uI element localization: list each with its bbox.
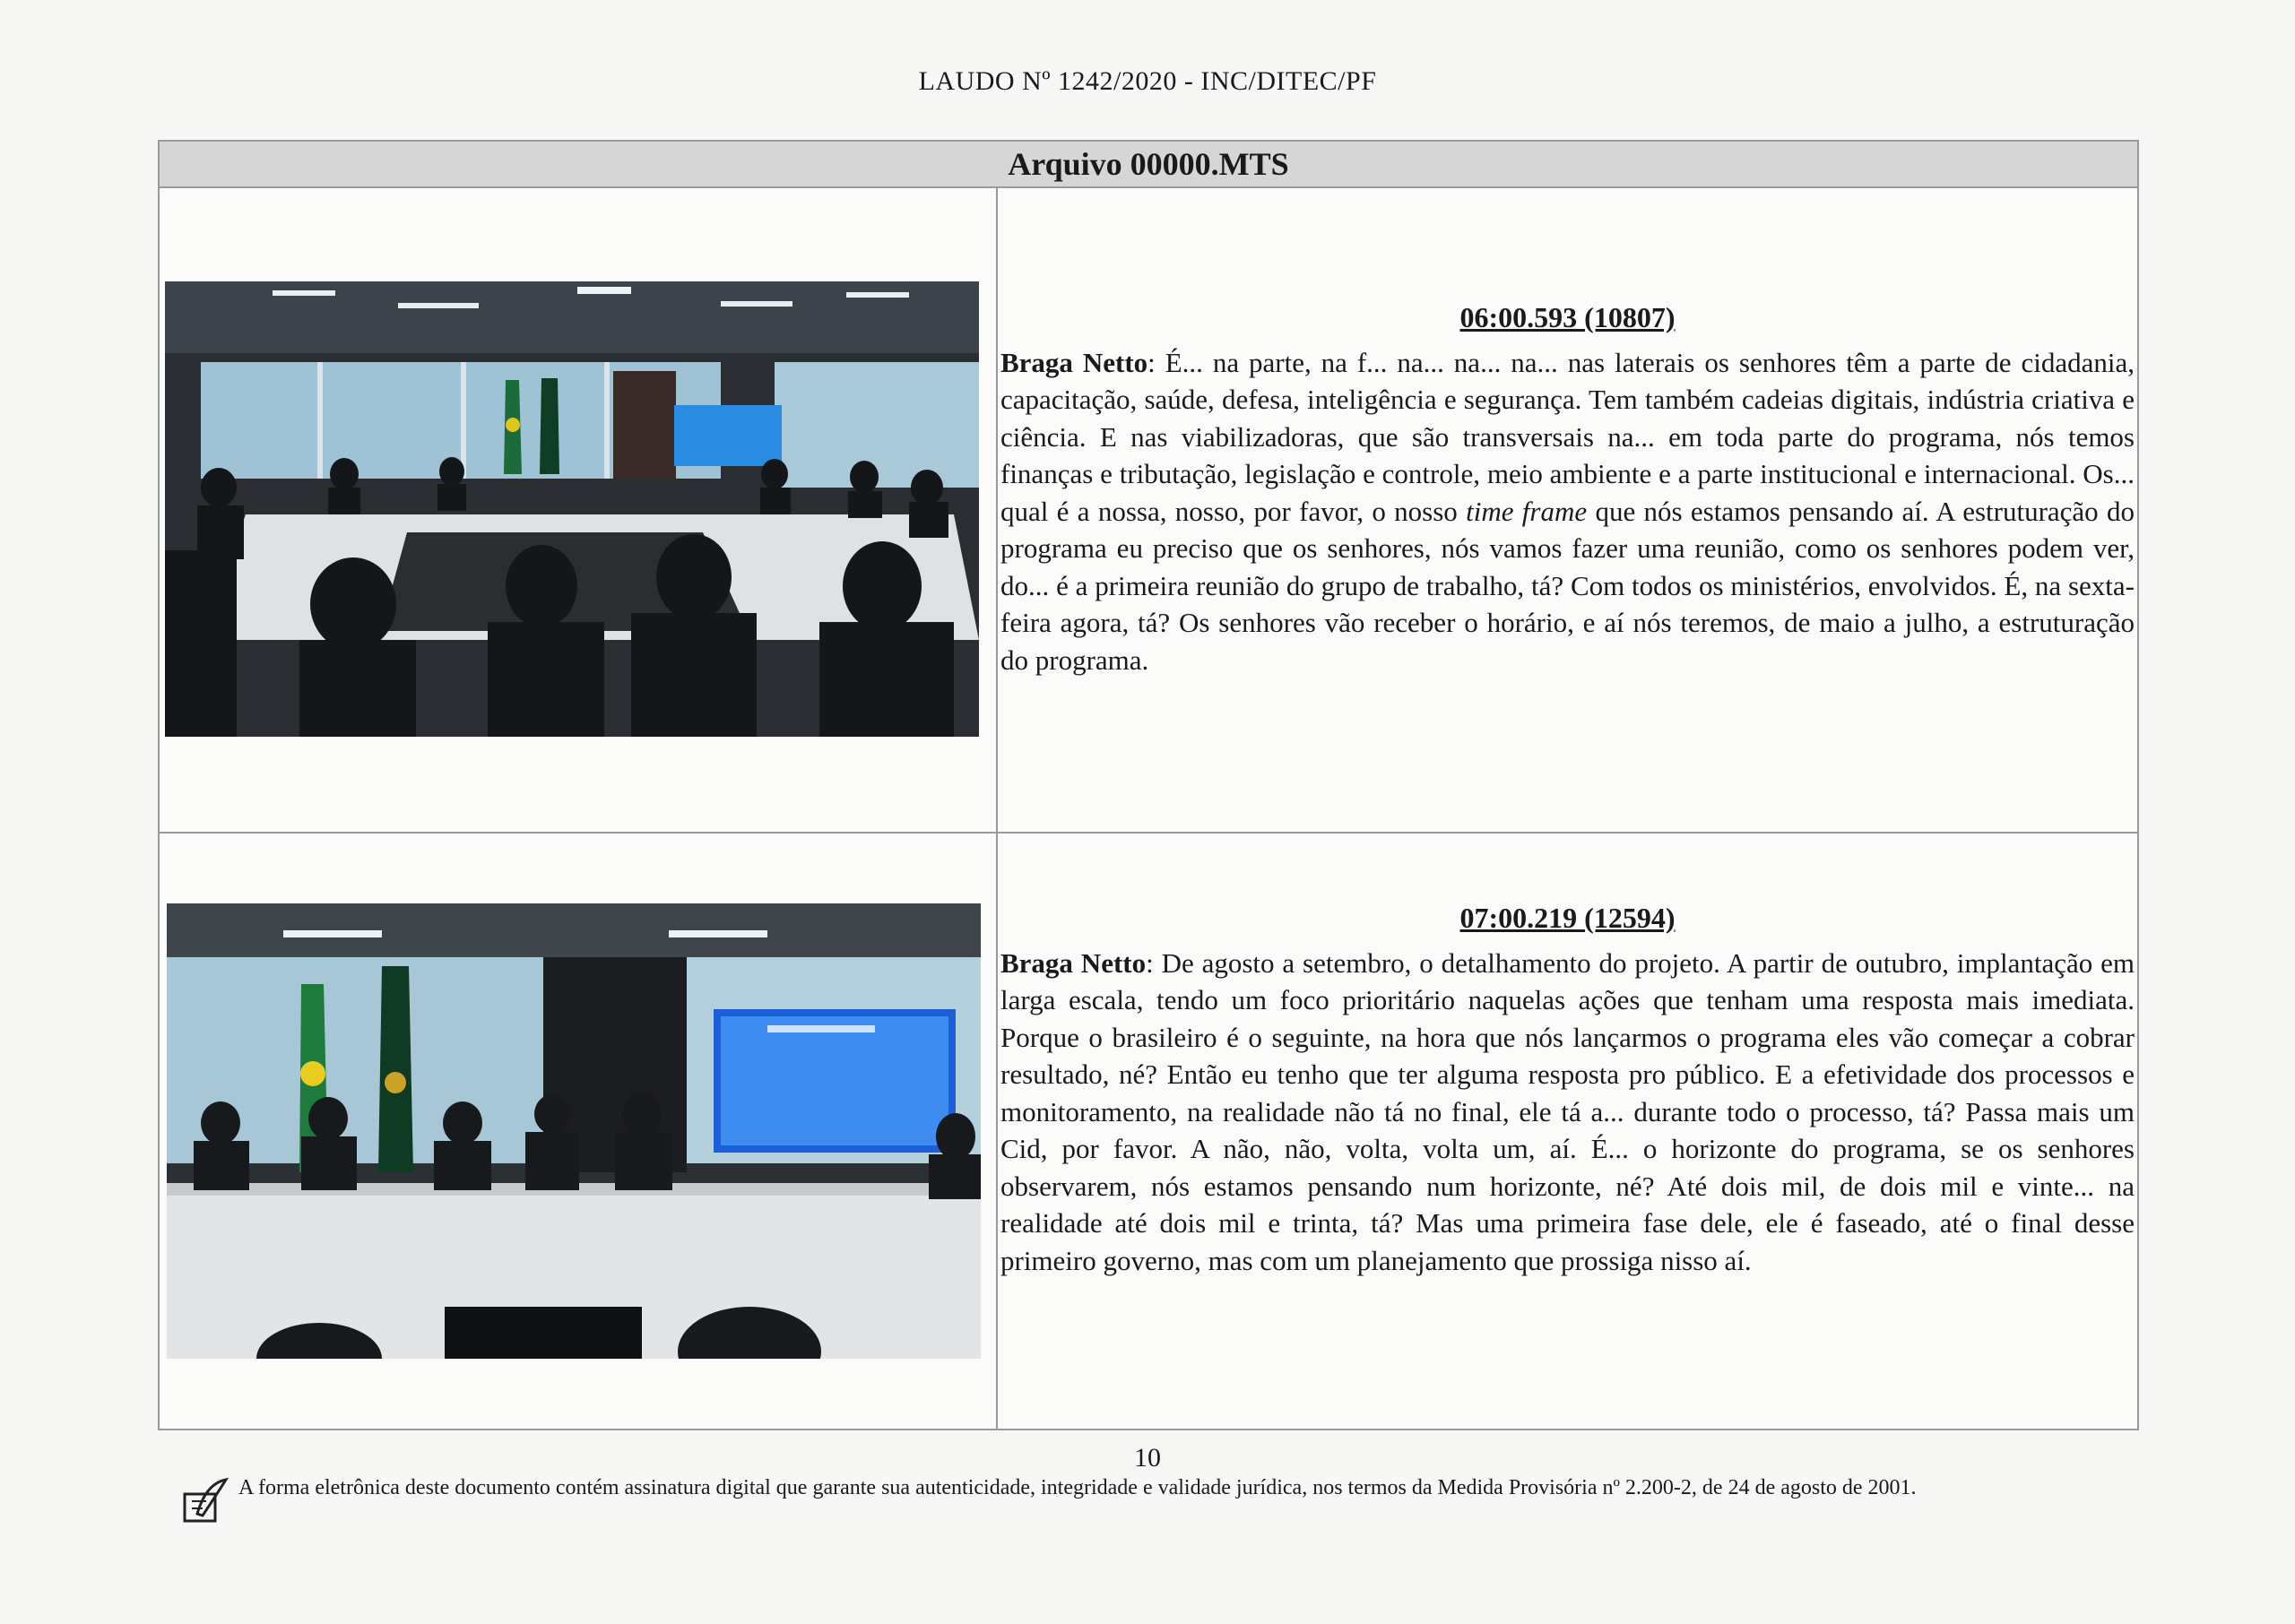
speaker-name-2: Braga Netto [1000, 946, 1147, 979]
column-divider [996, 186, 998, 1429]
table-title: Arquivo 00000.MTS [160, 142, 2137, 188]
transcript-text-2 [1000, 945, 2135, 1280]
signature-notice-text: A forma eletrônica deste documento contém assinatura digital que garante sua autenticidade, integridade e validade jurídica, nos termos da Medida Provisória nº 2.200-2, de 24 de agosto de 2001. [238, 1476, 1917, 1499]
transcript-entry-1 [1000, 299, 2135, 678]
document-header: LAUDO Nº 1242/2020 - INC/DITEC/PF [918, 66, 1377, 96]
speaker-name-1: Braga Netto [1000, 346, 1148, 378]
transcript-part-1b: que nós estamos pensando aí. A estruturação do programa eu preciso que os senhores, nós vamos fazer uma reunião, como os senhores podem ver, do... é a primeira reunião do grupo de trabalho, tá? Com todos os ministérios, envolvidos. É, na sexta-feira agora, tá? Os senhores vão receber o horário, e aí nós teremos, de maio a julho, a estruturação do programa. [1000, 495, 2135, 676]
transcript-entry-2 [1000, 900, 2135, 1279]
timestamp-1: 06:00.593 (10807) [1459, 301, 1676, 333]
evidence-table [158, 140, 2139, 1430]
digital-signature-icon [179, 1474, 231, 1526]
meeting-photo-1 [165, 281, 979, 737]
row-divider [160, 832, 2137, 834]
timestamp-2: 07:00.219 (12594) [1459, 902, 1676, 934]
transcript-part-2: : De agosto a setembro, o detalhamento do projeto. A partir de outubro, implantação em larga escala, tendo um foco prioritário naquelas ações que tenham uma resposta mais imediata. Porque o brasileiro é o seguinte, na hora que nós lançarmos o programa eles vão começar a cobrar resultado, né? Então eu tenho que ter alguma resposta pro público. E a efetividade dos processos e monitoramento, na realidade não tá no final, ele tá a... durante todo o processo, tá? Passa mais um Cid, por favor. A não, não, volta, volta um, aí. É... o horizonte do programa, se os senhores observarem, nós estamos pensando num horizonte, né? Até dois mil, de dois mil e vinte... na realidade até dois mil e trinta, tá? Mas uma primeira fase dele, ele é faseado, até o final desse primeiro governo, mas com um planejamento que prossiga nisso aí. [1000, 946, 2135, 1276]
transcript-italic-1: time frame [1466, 495, 1588, 527]
transcript-part-1a: : É... na parte, na f... na... na... na... nas laterais os senhores têm a parte de cidadania, capacitação, saúde, defesa, inteligência e segurança. Tem também cadeias digitais, indústria criativa e ciência. E nas viabilizadoras, que são transversais na... em toda parte do programa, nós temos finanças e tributação, legislação e controle, meio ambiente e a parte institucional e internacional. Os... qual é a nossa, nosso, por favor, o nosso [1000, 346, 2135, 527]
page-number: 10 [1134, 1443, 1161, 1473]
meeting-photo-2 [167, 903, 981, 1359]
transcript-text-1 [1000, 344, 2135, 679]
